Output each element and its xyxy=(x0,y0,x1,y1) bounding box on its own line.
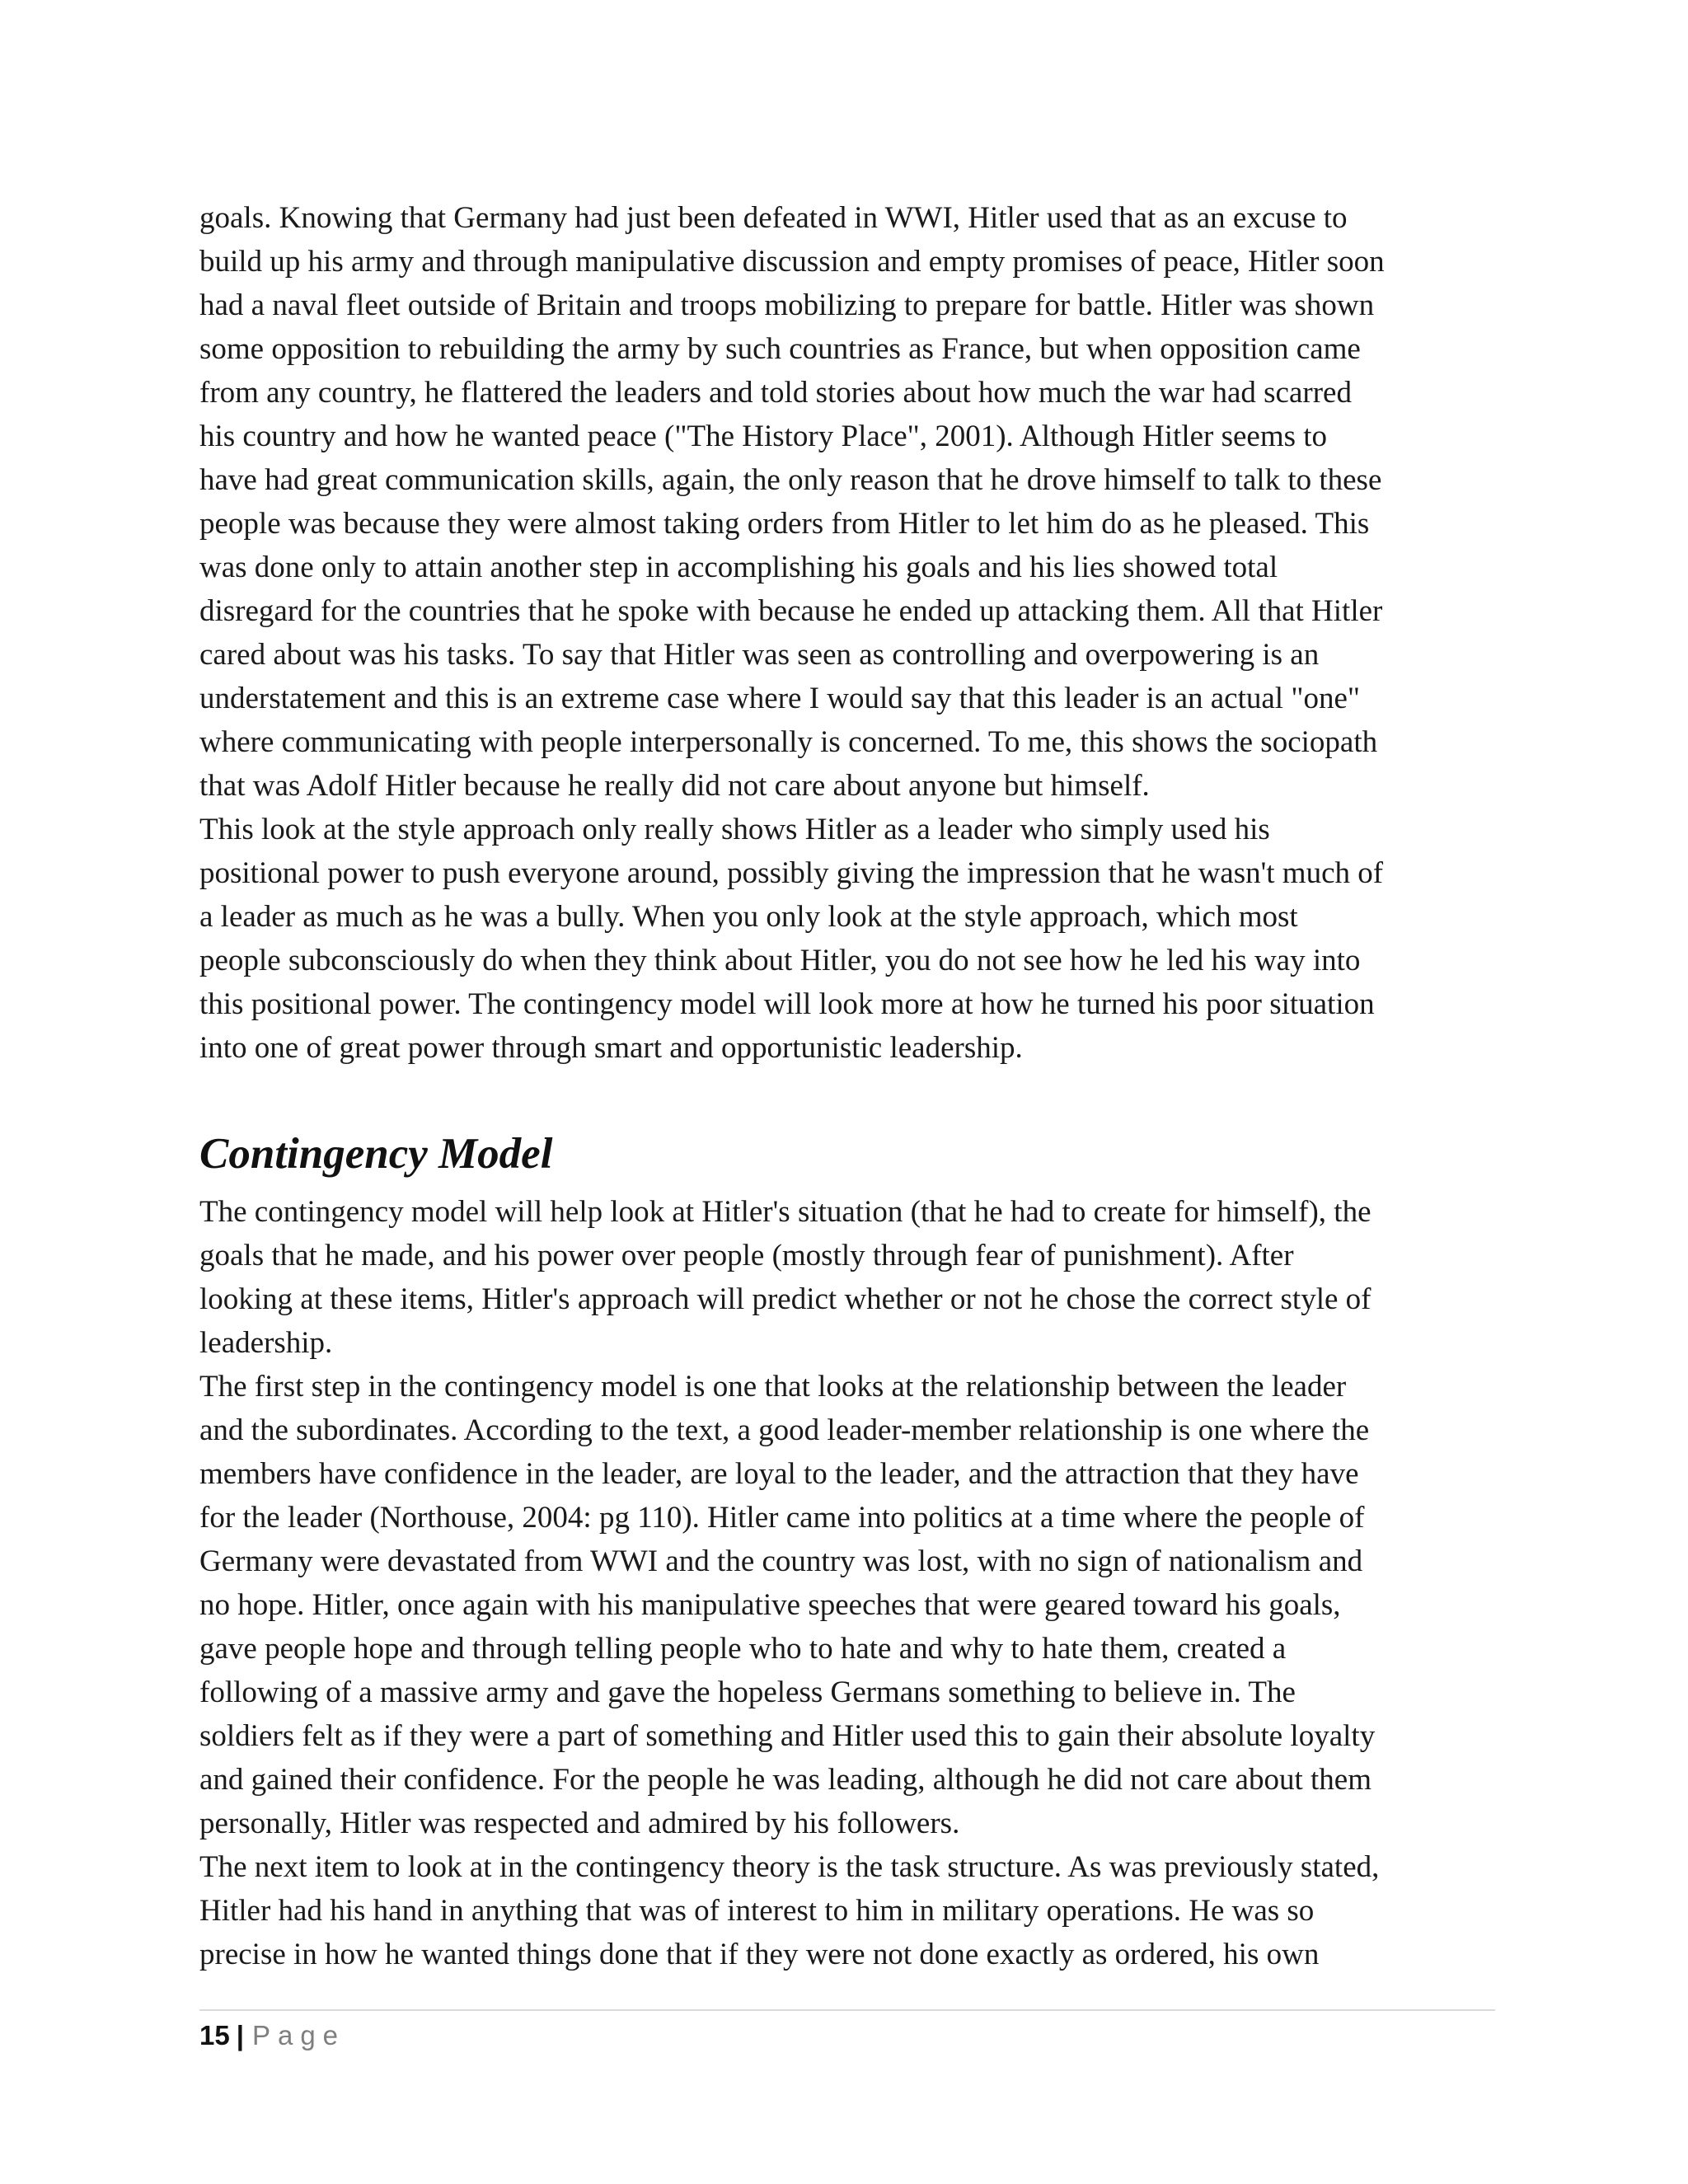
text-line: and gained their confidence. For the people he was leading, although he did not care about them xyxy=(199,1763,1372,1797)
text-line: and the subordinates. According to the text, a good leader-member relationship is one where the xyxy=(199,1413,1370,1447)
text-line: from any country, he flattered the leaders and told stories about how much the war had scarred xyxy=(199,376,1352,410)
footer-divider xyxy=(199,2009,1495,2011)
footer-separator: | xyxy=(236,2020,244,2050)
text-line: for the leader (Northouse, 2004: pg 110). Hitler came into politics at a time where the people of xyxy=(199,1501,1365,1535)
text-line: goals. Knowing that Germany had just been defeated in WWI, Hitler used that as an excuse to xyxy=(199,201,1348,235)
text-line: The contingency model will help look at Hitler's situation (that he had to create for himself), the xyxy=(199,1195,1372,1229)
text-line: soldiers felt as if they were a part of something and Hitler used this to gain their absolute loyalty xyxy=(199,1719,1376,1753)
text-line: This look at the style approach only really shows Hitler as a leader who simply used his xyxy=(199,813,1270,846)
text-line: Germany were devastated from WWI and the country was lost, with no sign of nationalism and xyxy=(199,1544,1363,1578)
text-line: disregard for the countries that he spoke with because he ended up attacking them. All that Hitler xyxy=(199,594,1383,628)
text-line: this positional power. The contingency model will look more at how he turned his poor situation xyxy=(199,987,1375,1021)
text-line: was done only to attain another step in accomplishing his goals and his lies showed total xyxy=(199,551,1278,584)
section-heading: Contingency Model xyxy=(199,1130,553,1178)
text-line: leadership. xyxy=(199,1326,333,1360)
text-line: positional power to push everyone around, possibly giving the impression that he wasn't much of xyxy=(199,856,1384,890)
footer-page-label: Page xyxy=(251,2020,346,2050)
paragraph-style-approach-continued xyxy=(199,196,1502,808)
text-line: had a naval fleet outside of Britain and troops mobilizing to prepare for battle. Hitler was shown xyxy=(199,288,1375,322)
text-line: where communicating with people interpersonally is concerned. To me, this shows the sociopath xyxy=(199,725,1378,759)
text-line: The first step in the contingency model is one that looks at the relationship between the leader xyxy=(199,1370,1347,1404)
text-line: goals that he made, and his power over people (mostly through fear of punishment). After xyxy=(199,1239,1294,1272)
text-line: a leader as much as he was a bully. When you only look at the style approach, which most xyxy=(199,900,1298,934)
paragraph-contingency-intro xyxy=(199,1190,1502,1365)
text-line: cared about was his tasks. To say that Hitler was seen as controlling and overpowering is an xyxy=(199,638,1320,672)
page-number: 15 xyxy=(199,2020,230,2050)
text-line: personally, Hitler was respected and admired by his followers. xyxy=(199,1807,960,1840)
text-line: people was because they were almost taking orders from Hitler to let him do as he pleased. This xyxy=(199,507,1370,541)
paragraph-style-approach-summary xyxy=(199,808,1502,1070)
text-line: precise in how he wanted things done that if they were not done exactly as ordered, his own xyxy=(199,1938,1320,1971)
text-line: have had great communication skills, again, the only reason that he drove himself to talk to these xyxy=(199,463,1382,497)
text-line: members have confidence in the leader, are loyal to the leader, and the attraction that they have xyxy=(199,1457,1359,1491)
body-text-lower xyxy=(199,1190,1502,1976)
text-line: gave people hope and through telling people who to hate and why to hate them, created a xyxy=(199,1632,1287,1666)
text-line: people subconsciously do when they think about Hitler, you do not see how he led his way into xyxy=(199,944,1361,977)
text-line: Hitler had his hand in anything that was of interest to him in military operations. He was so xyxy=(199,1894,1315,1928)
text-line: that was Adolf Hitler because he really did not care about anyone but himself. xyxy=(199,769,1150,803)
text-line: some opposition to rebuilding the army by such countries as France, but when opposition came xyxy=(199,332,1361,366)
text-line: build up his army and through manipulative discussion and empty promises of peace, Hitler soon xyxy=(199,245,1385,279)
text-line: his country and how he wanted peace ("The History Place", 2001). Although Hitler seems to xyxy=(199,419,1328,453)
paragraph-task-structure xyxy=(199,1845,1502,1976)
text-line: The next item to look at in the contingency theory is the task structure. As was previously stated, xyxy=(199,1850,1380,1884)
text-line: understatement and this is an extreme case where I would say that this leader is an actual "one" xyxy=(199,682,1360,715)
paragraph-leader-member-relations xyxy=(199,1365,1502,1845)
body-text-upper xyxy=(199,196,1502,1070)
text-line: no hope. Hitler, once again with his manipulative speeches that were geared toward his goals, xyxy=(199,1588,1341,1622)
page-footer xyxy=(199,2018,345,2054)
text-line: into one of great power through smart and opportunistic leadership. xyxy=(199,1031,1023,1065)
text-line: looking at these items, Hitler's approach will predict whether or not he chose the correct style of xyxy=(199,1282,1372,1316)
text-line: following of a massive army and gave the hopeless Germans something to believe in. The xyxy=(199,1675,1296,1709)
